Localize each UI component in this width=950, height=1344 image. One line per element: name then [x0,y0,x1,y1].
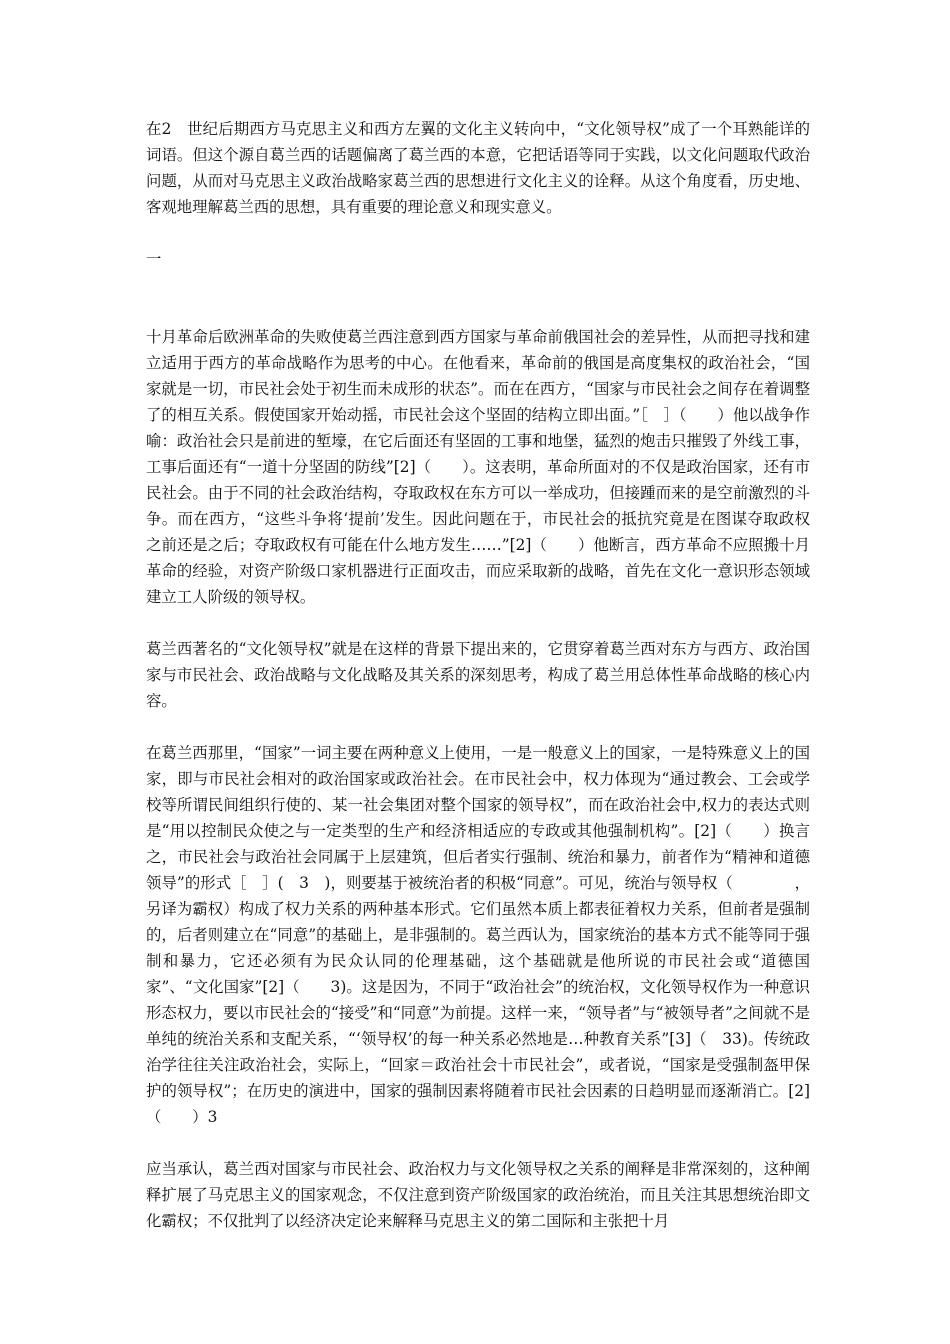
body-paragraph-cultural-hegemony: 葛兰西著名的“文化领导权”就是在这样的背景下提出来的，它贯穿着葛兰西对东方与西方、政治国家与市民社会、政治战略与文化战略及其关系的深刻思考，构成了葛兰用总体性革命战略的核心内容。 [146,640,810,710]
paragraph-spacer [146,220,810,246]
body-paragraph-october-revolution: 十月革命后欧洲革命的失败使葛兰西注意到西方国家与革命前俄国社会的差异性，从而把寻找和建立适用于西方的革命战略作为思考的中心。在他看来，革命前的俄国是高度集权的政治社会，“国家就是一切，市民社会处于初生而未成形的状态”。而在在西方，“国家与市民社会之间存在着调整了的相互关系。假使国家开始动摇，市民社会这个坚固的结构立即出面。”［ ］（ ）他以战争作喻：政治社会只是前进的堑壕，在它后面还有坚固的工事和地堡，猛烈的炮击只摧毁了外线工事，工事后面还有“一道十分坚固的防线”[2]（ ）。这表明，革命所面对的不仅是政治国家，还有市民社会。由于不同的社会政治结构，夺取政权在东方可以一举成功，但接踵而来的是空前激烈的斗争。而在西方，“这些斗争将‘提前’发生。因此问题在于，市民社会的抵抗究竟是在图谋夺取政权之前还是之后；夺取政权有可能在什么地方发生……”[2]（ ）他断言，西方革命不应照搬十月革命的经验，对资产阶级口家机器进行正面攻击，而应采取新的战略，首先在文化一意识形态领域建立工人阶级的领导权。 [146,328,810,606]
paragraph-spacer [146,610,810,636]
section-number-heading: 一 [146,250,162,268]
intro-paragraph: 在2 世纪后期西方马克思主义和西方左翼的文化主义转向中，“文化领导权”成了一个耳熟能详的词语。但这个源自葛兰西的话题偏离了葛兰西的本意，它把话语等同于实践，以文化问题取代政治问题，从而对马克思主义政治战略家葛兰西的思想进行文化主义的诠释。从这个角度看，历史地、客观地理解葛兰西的思想，具有重要的理论意义和现实意义。 [146,120,810,216]
paragraph-spacer [146,298,810,324]
paragraph-spacer [146,1130,810,1156]
body-paragraph-state-concept: 在葛兰西那里，“国家”一词主要在两种意义上使用，一是一般意义上的国家，一是特殊意义上的国家，即与市民社会相对的政治国家或政治社会。在市民社会中，权力体现为“通过教会、工会或学校等所谓民间组织行使的、某一社会集团对整个国家的领导权”，而在政治社会中,权力的表达式则是“用以控制民众使之与一定类型的生产和经济相适应的专政或其他强制机构”。[2]（ ）换言之，市民社会与政治社会同属于上层建筑，但后者实行强制、统治和暴力，前者作为“精神和道德领导”的形式［ ］( 3 )，则要基于被统治者的积极“同意”。可见，统治与领导权（ ，另译为霸权）构成了权力关系的两种基本形式。它们虽然本质上都表征着权力关系，但前者是强制的，后者则建立在“同意”的基础上，是非强制的。葛兰西认为，国家统治的基本方式不能等同于强制和暴力，它还必须有为民众认同的伦理基础，这个基础就是他所说的市民社会或“道德国家”、“文化国家”[2]（ 3)。这是因为，不同于“政治社会”的统治权，文化领导权作为一种意识形态权力，要以市民社会的“接受”和“同意”为前提。这样一来，“领导者”与“被领导者”之间就不是单纯的统治关系和支配关系，“‘领导权’的每一种关系必然地是…种教育关系”[3]（ 33)。传统政治学往往关注政治社会，实际上，“回家＝政治社会十市民社会”，或者说，“国家是受强制盔甲保护的领导权”；在历史的演进中，国家的强制因素将随着市民社会因素的日趋明显而逐渐消亡。[2]（ ）3 [146,744,810,1126]
body-paragraph-assessment: 应当承认，葛兰西对国家与市民社会、政治权力与文化领导权之关系的阐释是非常深刻的，这种阐释扩展了马克思主义的国家观念，不仅注意到资产阶级国家的政治统治，而且关注其思想统治即文化霸权；不仅批判了以经济决定论来解释马克思主义的第二国际和主张把十月 [146,1160,810,1230]
paragraph-spacer [146,714,810,740]
paragraph-spacer [146,272,810,298]
document-body [146,116,810,1234]
